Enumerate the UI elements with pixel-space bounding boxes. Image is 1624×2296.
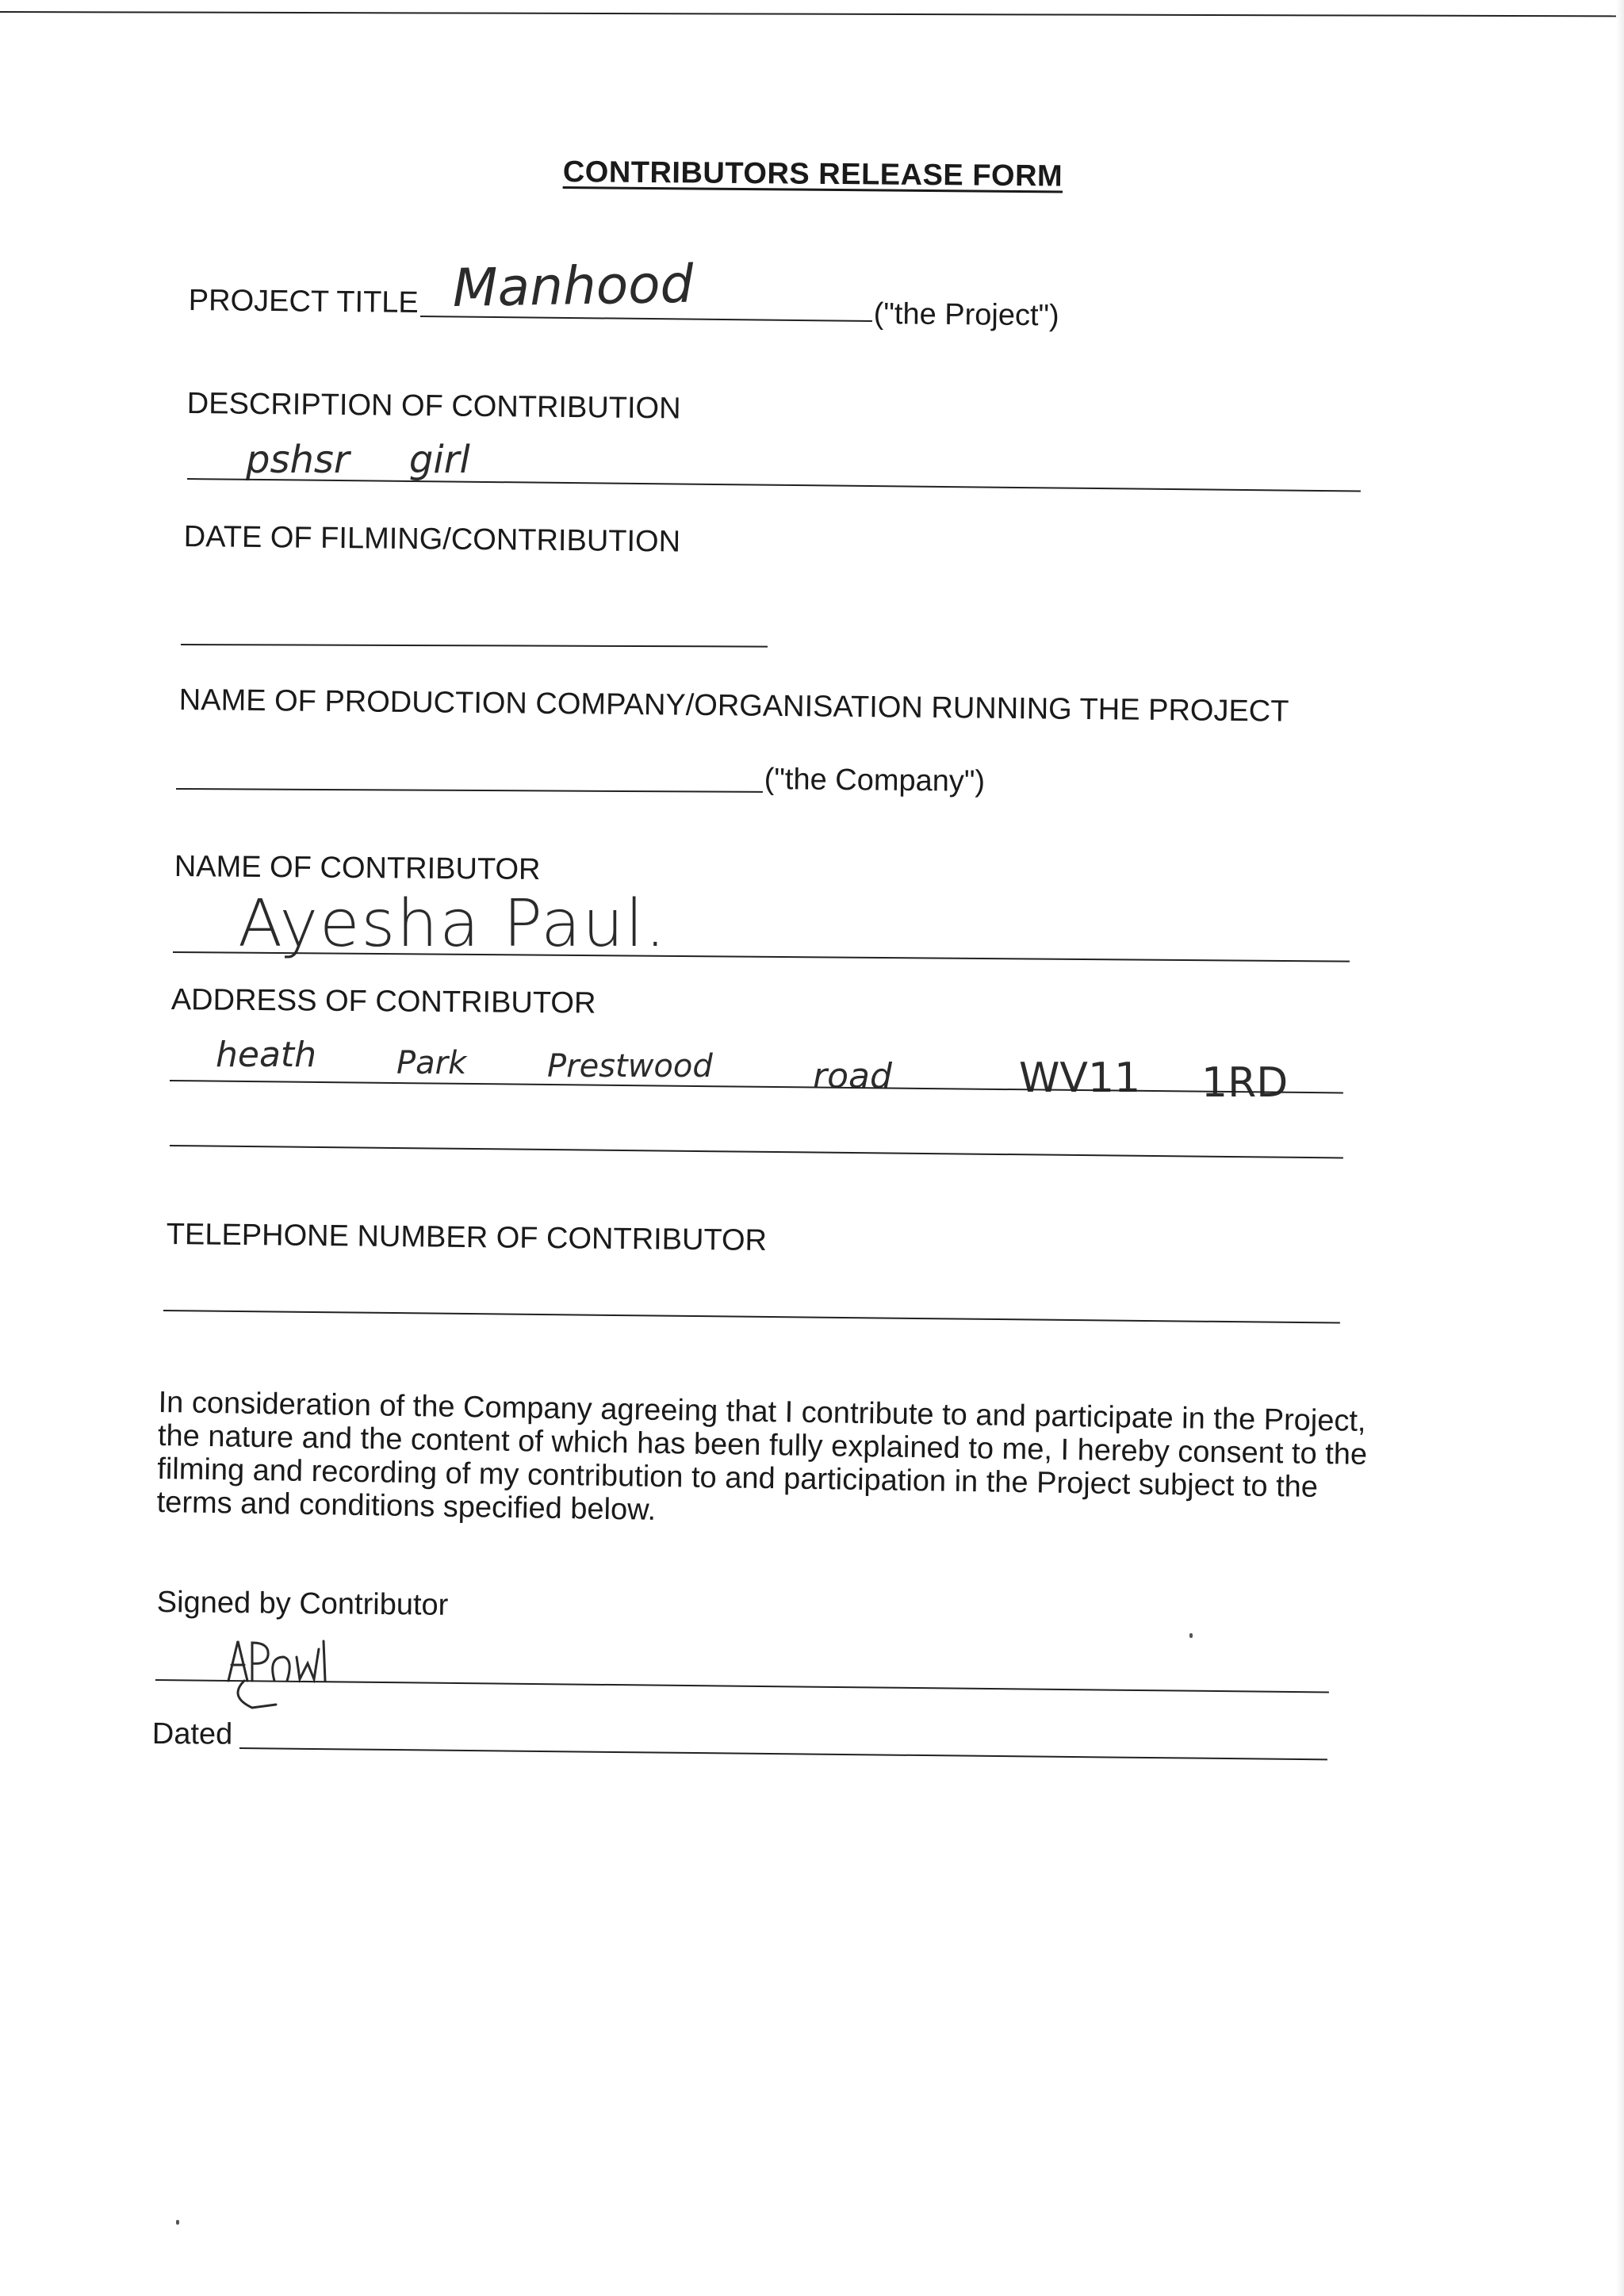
address-part: WV11 — [1019, 1054, 1141, 1102]
scan-top-edge — [0, 0, 1624, 17]
description-line — [187, 478, 1361, 492]
date-label: DATE OF FILMING/CONTRIBUTION — [183, 520, 681, 559]
scan-speck — [176, 2220, 179, 2225]
form-title: CONTRIBUTORS RELEASE FORM — [562, 155, 1063, 193]
address-part: road — [813, 1056, 892, 1096]
contributor-name-label: NAME OF CONTRIBUTOR — [174, 850, 541, 887]
address-label: ADDRESS OF CONTRIBUTOR — [170, 983, 596, 1020]
address-part: heath — [216, 1035, 317, 1075]
project-title-value: Manhood — [452, 253, 695, 319]
scan-speck — [1189, 1633, 1193, 1638]
description-value: pshsr girl — [246, 438, 470, 482]
date-line — [181, 644, 768, 648]
telephone-line — [163, 1310, 1340, 1324]
dated-label: Dated — [151, 1717, 233, 1751]
project-suffix: ("the Project") — [873, 297, 1059, 333]
address-part: 1RD — [1201, 1059, 1289, 1107]
contributor-signature — [220, 1625, 363, 1720]
company-suffix: ("the Company") — [764, 763, 986, 798]
dated-line — [239, 1747, 1327, 1760]
telephone-label: TELEPHONE NUMBER OF CONTRIBUTOR — [166, 1218, 768, 1257]
address-part: Prestwood — [547, 1048, 713, 1085]
contributor-name-value: Ayesha Paul. — [238, 886, 668, 962]
project-title-label: PROJECT TITLE — [188, 284, 419, 320]
address-part: Park — [396, 1045, 467, 1081]
address-line-1 — [170, 1080, 1343, 1093]
address-line-2 — [170, 1145, 1343, 1158]
company-label: NAME OF PRODUCTION COMPANY/ORGANISATION RUNNING THE PROJECT — [178, 683, 1289, 729]
signed-label: Signed by Contributor — [156, 1586, 449, 1622]
consent-paragraph: In consideration of the Company agreeing that I contribute to and participate in the Project, the nature and the content of which has been fully explained to me, I hereby consent to the filming and recording of my contribution to and participation in the Project subject to the terms and conditions specified below. — [156, 1386, 1368, 1527]
scan-right-edge — [1616, 0, 1624, 2296]
description-label: DESCRIPTION OF CONTRIBUTION — [186, 387, 681, 426]
company-line — [176, 788, 763, 793]
